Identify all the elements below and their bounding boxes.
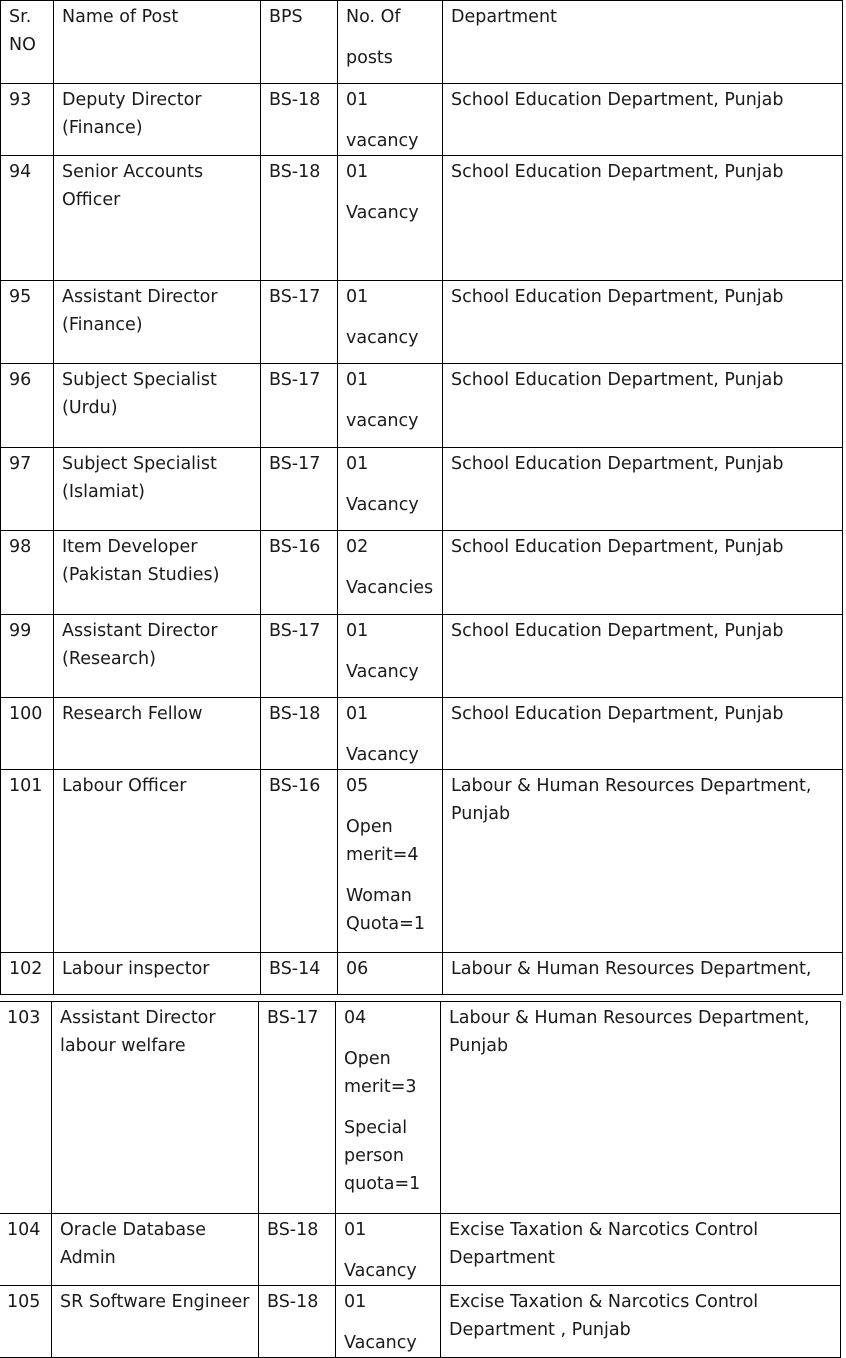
name-line: Admin xyxy=(60,1248,116,1268)
table-row xyxy=(0,1286,841,1358)
department-line: Excise Taxation & Narcotics Control xyxy=(449,1220,759,1240)
posts-line: 01 xyxy=(344,1292,367,1312)
name-line: Name of Post xyxy=(62,7,179,27)
posts-line: Woman Quota=1 xyxy=(346,886,425,934)
header-department xyxy=(443,1,843,84)
table-row xyxy=(1,364,843,448)
department-line: Punjab xyxy=(451,804,511,824)
department-line: Excise Taxation & Narcotics Control xyxy=(449,1292,759,1312)
cell-sr: 100 xyxy=(1,698,54,770)
posts-table-part-2 xyxy=(0,1001,841,1358)
name-line: Research Fellow xyxy=(62,704,203,724)
cell-name xyxy=(54,448,261,531)
cell-posts xyxy=(338,531,443,615)
cell-department xyxy=(443,156,843,281)
department-line: Department xyxy=(451,7,557,27)
cell-name xyxy=(54,84,261,156)
name-line: Deputy Director xyxy=(62,90,202,110)
name-line: (Research) xyxy=(62,649,156,669)
table-row xyxy=(1,615,843,698)
cell-posts xyxy=(336,1286,441,1358)
header-name xyxy=(54,1,261,84)
cell-sr: 96 xyxy=(1,364,54,448)
posts-line: 05 xyxy=(346,776,369,796)
name-line: Assistant Director xyxy=(62,621,218,641)
cell-name xyxy=(54,531,261,615)
cell-name xyxy=(54,615,261,698)
name-line: (Islamiat) xyxy=(62,482,146,502)
cell-sr: 103 xyxy=(0,1002,52,1214)
cell-sr: 102 xyxy=(1,953,54,995)
cell-posts xyxy=(338,698,443,770)
posts-line: vacancy xyxy=(346,411,419,431)
cell-bps: BS-18 xyxy=(259,1286,336,1358)
cell-department xyxy=(443,448,843,531)
department-line: Labour & Human Resources Department, xyxy=(451,959,812,979)
posts-line: vacancy xyxy=(346,328,419,348)
table-row xyxy=(1,448,843,531)
header-bps xyxy=(261,1,338,84)
table-row xyxy=(1,698,843,770)
cell-bps: BS-18 xyxy=(259,1214,336,1286)
name-line: Labour Officer xyxy=(62,776,187,796)
posts-line: Vacancies xyxy=(346,578,434,598)
cell-posts xyxy=(338,84,443,156)
name-line: Oracle Database xyxy=(60,1220,207,1240)
cell-bps: BS-14 xyxy=(261,953,338,995)
cell-bps: BS-17 xyxy=(259,1002,336,1214)
cell-name xyxy=(52,1002,259,1214)
cell-department xyxy=(443,953,843,995)
cell-bps: BS-18 xyxy=(261,84,338,156)
name-line: Item Developer xyxy=(62,537,198,557)
header-sr xyxy=(1,1,54,84)
cell-sr: 105 xyxy=(0,1286,52,1358)
name-line: Assistant Director xyxy=(60,1008,216,1028)
cell-department xyxy=(441,1002,841,1214)
department-line: School Education Department, Punjab xyxy=(451,537,784,557)
name-line: (Pakistan Studies) xyxy=(62,565,220,585)
name-line: Officer xyxy=(62,190,121,210)
cell-posts xyxy=(338,953,443,995)
posts-line: 04 xyxy=(344,1008,367,1028)
cell-name xyxy=(54,953,261,995)
name-line: (Finance) xyxy=(62,315,143,335)
cell-department xyxy=(443,698,843,770)
posts-line: 01 xyxy=(346,454,369,474)
posts-line: 06 xyxy=(346,959,369,979)
name-line: SR Software Engineer xyxy=(60,1292,250,1312)
cell-department xyxy=(443,531,843,615)
cell-sr: 97 xyxy=(1,448,54,531)
posts-line: Vacancy xyxy=(346,662,419,682)
cell-bps: BS-17 xyxy=(261,364,338,448)
cell-posts xyxy=(336,1002,441,1214)
cell-department xyxy=(443,770,843,953)
posts-line: No. Of xyxy=(346,7,401,27)
sr-line: NO xyxy=(9,35,36,55)
posts-line: 01 xyxy=(346,287,369,307)
name-line: (Finance) xyxy=(62,118,143,138)
department-line: Punjab xyxy=(449,1036,509,1056)
cell-department xyxy=(443,281,843,364)
cell-name xyxy=(54,698,261,770)
cell-posts xyxy=(336,1214,441,1286)
table-row xyxy=(1,770,843,953)
department-line: School Education Department, Punjab xyxy=(451,162,784,182)
cell-sr: 99 xyxy=(1,615,54,698)
posts-line: Vacancy xyxy=(346,495,419,515)
cell-bps: BS-16 xyxy=(261,531,338,615)
posts-line: posts xyxy=(346,48,393,68)
table-row xyxy=(0,1002,841,1214)
cell-department xyxy=(441,1214,841,1286)
sr-line: Sr. xyxy=(9,7,32,27)
name-line: Assistant Director xyxy=(62,287,218,307)
cell-sr: 98 xyxy=(1,531,54,615)
cell-sr: 95 xyxy=(1,281,54,364)
posts-line: Open merit=3 xyxy=(344,1049,417,1097)
cell-name xyxy=(52,1214,259,1286)
posts-line: vacancy xyxy=(346,131,419,151)
cell-name xyxy=(54,770,261,953)
posts-line: 01 xyxy=(346,90,369,110)
department-line: School Education Department, Punjab xyxy=(451,287,784,307)
posts-line: 01 xyxy=(346,370,369,390)
cell-bps: BS-17 xyxy=(261,448,338,531)
posts-line: Vacancy xyxy=(344,1261,417,1281)
department-line: Department , Punjab xyxy=(449,1320,631,1340)
header-row xyxy=(1,1,843,84)
cell-name xyxy=(54,281,261,364)
name-line: Subject Specialist xyxy=(62,370,217,390)
cell-sr: 104 xyxy=(0,1214,52,1286)
cell-sr: 94 xyxy=(1,156,54,281)
cell-posts xyxy=(338,448,443,531)
cell-bps: BS-18 xyxy=(261,698,338,770)
cell-department xyxy=(443,364,843,448)
cell-department xyxy=(443,84,843,156)
posts-line: 01 xyxy=(346,704,369,724)
cell-posts xyxy=(338,281,443,364)
bps-line: BPS xyxy=(269,7,303,27)
department-line: School Education Department, Punjab xyxy=(451,621,784,641)
posts-line: Vacancy xyxy=(346,203,419,223)
department-line: School Education Department, Punjab xyxy=(451,704,784,724)
table-row xyxy=(1,531,843,615)
table-row xyxy=(1,281,843,364)
cell-department xyxy=(441,1286,841,1358)
cell-posts xyxy=(338,615,443,698)
department-line: School Education Department, Punjab xyxy=(451,90,784,110)
table-row xyxy=(1,156,843,281)
table-row xyxy=(1,84,843,156)
name-line: Senior Accounts xyxy=(62,162,204,182)
cell-name xyxy=(52,1286,259,1358)
department-line: Labour & Human Resources Department, xyxy=(449,1008,810,1028)
cell-name xyxy=(54,364,261,448)
cell-posts xyxy=(338,364,443,448)
cell-posts xyxy=(338,156,443,281)
cell-bps: BS-16 xyxy=(261,770,338,953)
department-line: Labour & Human Resources Department, xyxy=(451,776,812,796)
cell-name xyxy=(54,156,261,281)
department-line: School Education Department, Punjab xyxy=(451,370,784,390)
posts-line: Vacancy xyxy=(344,1333,417,1353)
name-line: labour welfare xyxy=(60,1036,186,1056)
cell-bps: BS-17 xyxy=(261,615,338,698)
cell-sr: 101 xyxy=(1,770,54,953)
name-line: Subject Specialist xyxy=(62,454,217,474)
cell-bps: BS-17 xyxy=(261,281,338,364)
cell-department xyxy=(443,615,843,698)
posts-line: Open merit=4 xyxy=(346,817,419,865)
table-row xyxy=(0,1214,841,1286)
cell-posts xyxy=(338,770,443,953)
cell-sr: 93 xyxy=(1,84,54,156)
table-row xyxy=(1,953,843,995)
posts-line: 01 xyxy=(346,621,369,641)
cell-bps: BS-18 xyxy=(261,156,338,281)
header-posts xyxy=(338,1,443,84)
posts-line: 01 xyxy=(346,162,369,182)
posts-line: 01 xyxy=(344,1220,367,1240)
department-line: Department xyxy=(449,1248,555,1268)
posts-line: Special person quota=1 xyxy=(344,1118,421,1194)
name-line: Labour inspector xyxy=(62,959,210,979)
department-line: School Education Department, Punjab xyxy=(451,454,784,474)
posts-line: 02 xyxy=(346,537,369,557)
posts-line: Vacancy xyxy=(346,745,419,765)
name-line: (Urdu) xyxy=(62,398,118,418)
